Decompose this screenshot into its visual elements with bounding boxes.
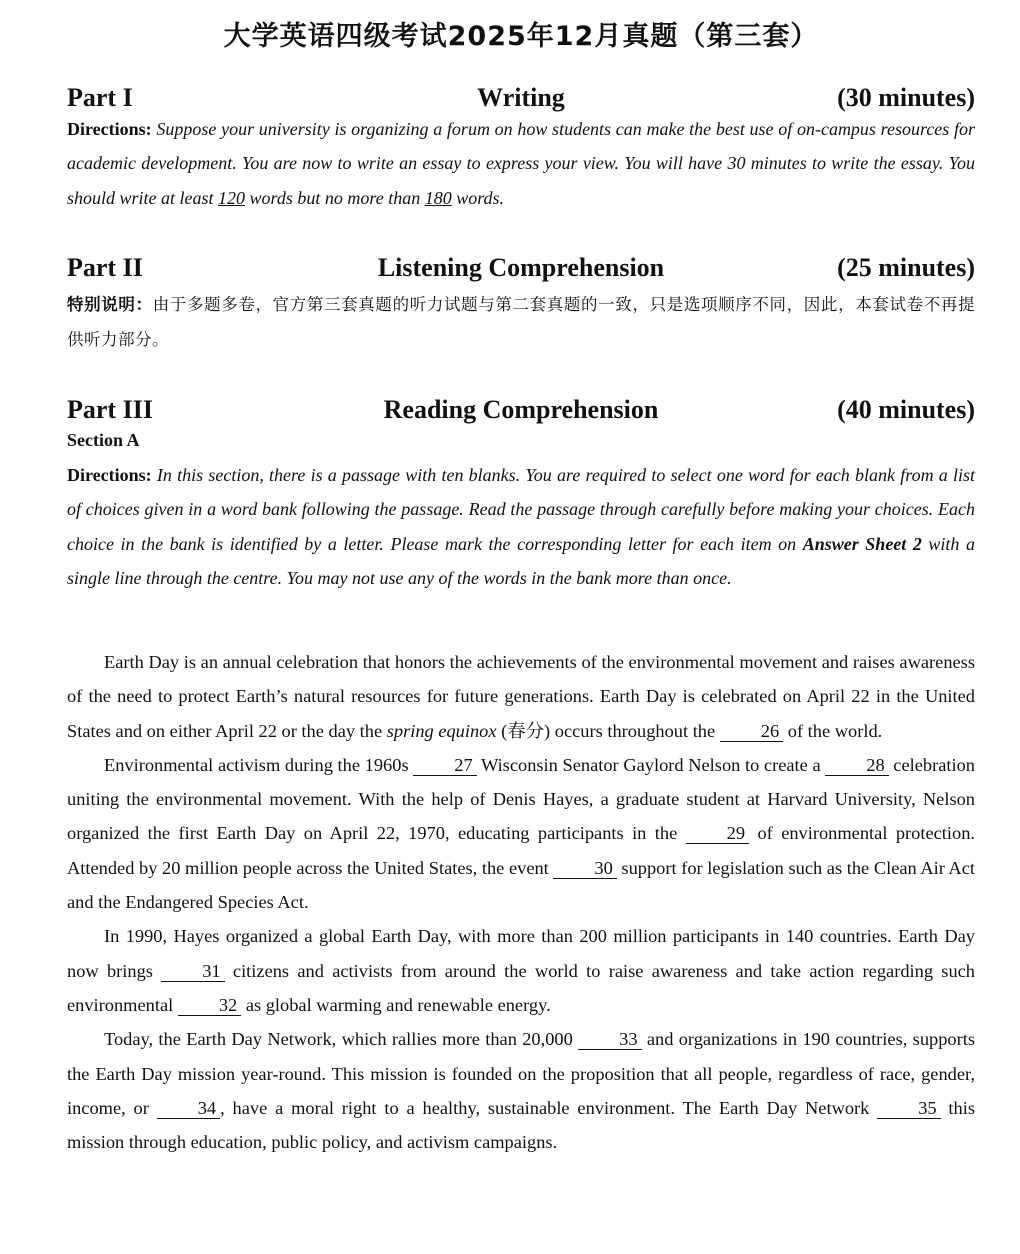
part1-label: Part I: [67, 83, 133, 112]
blank-26: 26: [720, 721, 783, 742]
blank-27: 27: [413, 755, 476, 776]
passage-text: of environmental protection. Attended by 20 million people across the United States, the event: [67, 823, 975, 878]
passage-text: Today, the Earth Day Network, which rallies more than 20,000: [104, 1029, 579, 1050]
part1-name: Writing: [477, 83, 565, 112]
passage-text: of the world.: [783, 720, 883, 741]
passage-paragraph: [67, 919, 975, 1022]
blank-28: 28: [825, 755, 888, 776]
directions-text: In this section, there is a passage with ten blanks. You are required to select one word for each blank from a list of choices given in a word bank following the passage. Read the passage through carefully before making your choices. Each choice in the bank is identified by a letter. Please mark the corresponding letter for each item on: [67, 465, 976, 554]
part3-name: Reading Comprehension: [383, 395, 659, 424]
answer-sheet-label: Answer Sheet 2: [802, 533, 922, 554]
blank-29: 29: [686, 823, 749, 844]
part2-name: Listening Comprehension: [377, 253, 665, 282]
passage-paragraph: [67, 748, 975, 919]
part3-header: [67, 395, 975, 431]
part2-label: Part II: [67, 253, 143, 282]
passage-text: Earth Day is an annual celebration that honors the achievements of the environmental movement and raises awareness of the need to protect Earth’s natural resources for future generations. Earth Day is celebrated on April 22 in the United States and on either April 22 or the day the: [67, 652, 975, 741]
term-spring-equinox: spring equinox: [386, 720, 497, 741]
passage-text: support for legislation such as the Clean Air Act and the Endangered Species Act.: [67, 857, 975, 913]
passage-text: celebration uniting the environmental movement. With the help of Denis Hayes, a graduate student at Harvard University, Nelson organized the first Earth Day on April 22, 1970, educating participants in the: [67, 754, 975, 844]
passage-text: and organizations in 190 countries, supports the Earth Day mission year-round. This mission is founded on the proposition that all people, regardless of race, gender, income, or: [67, 1029, 975, 1118]
passage-text: citizens and activists from around the world to raise awareness and take action regarding such environmental: [67, 960, 976, 1015]
part3-time: (40 minutes): [837, 395, 975, 424]
directions-text: words but no more than: [245, 187, 425, 208]
note-label: 特别说明：: [67, 295, 153, 314]
passage-text: Environmental activism during the 1960s: [104, 754, 414, 775]
part2-note: [67, 287, 975, 357]
blank-30: 30: [553, 858, 616, 879]
part2-header: [67, 253, 975, 289]
directions-text: words.: [451, 187, 505, 208]
section-heading: Section A: [67, 430, 140, 450]
exam-title: 大学英语四级考试2025年12月真题（第三套）: [223, 21, 819, 52]
directions-label: Directions:: [67, 465, 152, 485]
blank-33: 33: [578, 1029, 641, 1050]
directions-text: Suppose your university is organizing a forum on how students can make the best use of on-campus resources for academic development. You are now to write an essay to express your view. You will have 30 minutes to write the essay. You should write at least: [67, 119, 976, 208]
part3-directions: [67, 458, 975, 595]
blank-32: 32: [178, 995, 241, 1016]
blank-31: 31: [161, 961, 224, 982]
note-text: 由于多题多卷，官方第三套真题的听力试题与第二套真题的一致，只是选项顺序不同，因此，本套试卷不再提供听力部分。: [67, 295, 976, 349]
passage-text: Wisconsin Senator Gaylord Nelson to create a: [476, 754, 826, 775]
passage-paragraph: [67, 1022, 975, 1159]
passage-text: as global warming and renewable energy.: [241, 994, 551, 1015]
blank-34: 34: [157, 1098, 220, 1119]
max-words: 180: [424, 187, 452, 208]
directions-label: Directions:: [67, 119, 152, 139]
part1-time: (30 minutes): [837, 83, 975, 112]
passage-text: , have a moral right to a healthy, sustainable environment. The Earth Day Network: [220, 1097, 878, 1118]
passage-text: occurs throughout the: [550, 720, 720, 741]
passage-text: In 1990, Hayes organized a global Earth Day, with more than 200 million participants in 140 countries. Earth Day now brings: [67, 926, 975, 981]
part1-directions: [67, 112, 975, 215]
part2-time: (25 minutes): [837, 253, 975, 282]
passage-paragraph: [67, 645, 975, 748]
passage-text: this mission through education, public policy, and activism campaigns.: [67, 1097, 975, 1153]
min-words: 120: [218, 187, 246, 208]
blank-35: 35: [877, 1098, 940, 1119]
part3-label: Part III: [67, 395, 153, 424]
directions-text: with a single line through the centre. You may not use any of the words in the bank more than once.: [67, 533, 975, 588]
reading-passage: [67, 645, 975, 1159]
term-chinese: (春分): [501, 720, 551, 741]
